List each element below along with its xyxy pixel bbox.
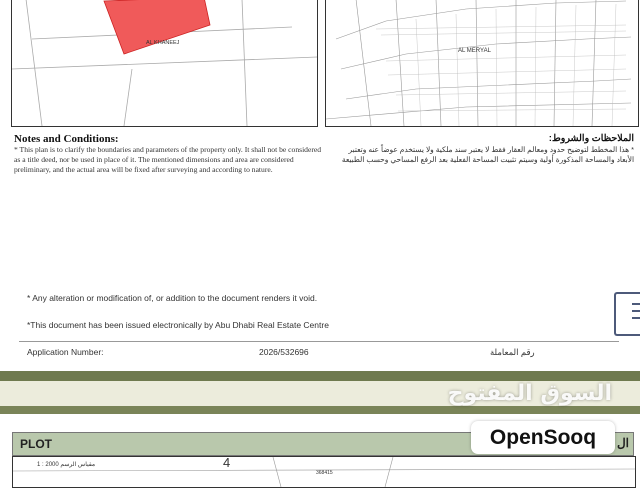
separator-band-dark [0, 371, 640, 381]
plot-parcel-number: 4 [223, 456, 231, 470]
opensooq-logo: OpenSooq [471, 421, 615, 454]
location-map-left-drawing [12, 0, 317, 126]
separator-band-dark-bottom [0, 406, 640, 414]
notes-title-en: Notes and Conditions: [14, 133, 119, 145]
plot-title: PLOT [20, 437, 52, 451]
plot-scale-ar: مقياس الرسم 2000 : 1 [37, 462, 96, 468]
plot-drawing-frame [12, 456, 636, 488]
disclaimer-alteration: * Any alteration or modification of, or addition to the document renders it void. [27, 293, 318, 303]
notes-title-ar: الملاحظات والشروط: [548, 133, 634, 144]
location-map-right-drawing [326, 0, 638, 126]
document-icon [614, 292, 640, 336]
plot-title-ar: ال [616, 436, 629, 450]
application-divider [19, 341, 619, 342]
application-label: Application Number: [27, 347, 104, 357]
disclaimer-electronic: *This document has been issued electronically by Abu Dhabi Real Estate Centre [27, 320, 329, 330]
application-label-ar: رقم المعاملة [490, 347, 535, 357]
location-map-left [11, 0, 318, 127]
plot-small-label: 368415 [316, 470, 333, 476]
notes-body-en: * This plan is to clarify the boundaries and parameters of the property only. It shall not be considered as a title deed, nor be used in place of it. The mentioned dimensions and area are considered preliminary, and the actual area will be fixed after surveying and according to nature. [14, 145, 322, 174]
notes-conditions-ar [334, 134, 634, 165]
notes-conditions-en [14, 134, 329, 175]
right-map-label: AL MERYAL [458, 48, 491, 54]
opensooq-watermark-arabic: السوق المفتوح [447, 381, 612, 406]
left-map-label: AL KHANEEJ [146, 40, 180, 46]
notes-body-ar: * هذا المخطط لتوضيح حدود ومعالم العقار فقط لا يعتبر سند ملكية ولا يستخدم عوضاً عنه وتعتبر الأبعاد والمساحة المذكورة أولية وسيتم تثبيت المساحة الفعلية بعد الرفع المساحي وحسب الطبيعة [341, 145, 634, 164]
location-map-right [325, 0, 639, 127]
application-number: 2026/532696 [259, 347, 309, 357]
